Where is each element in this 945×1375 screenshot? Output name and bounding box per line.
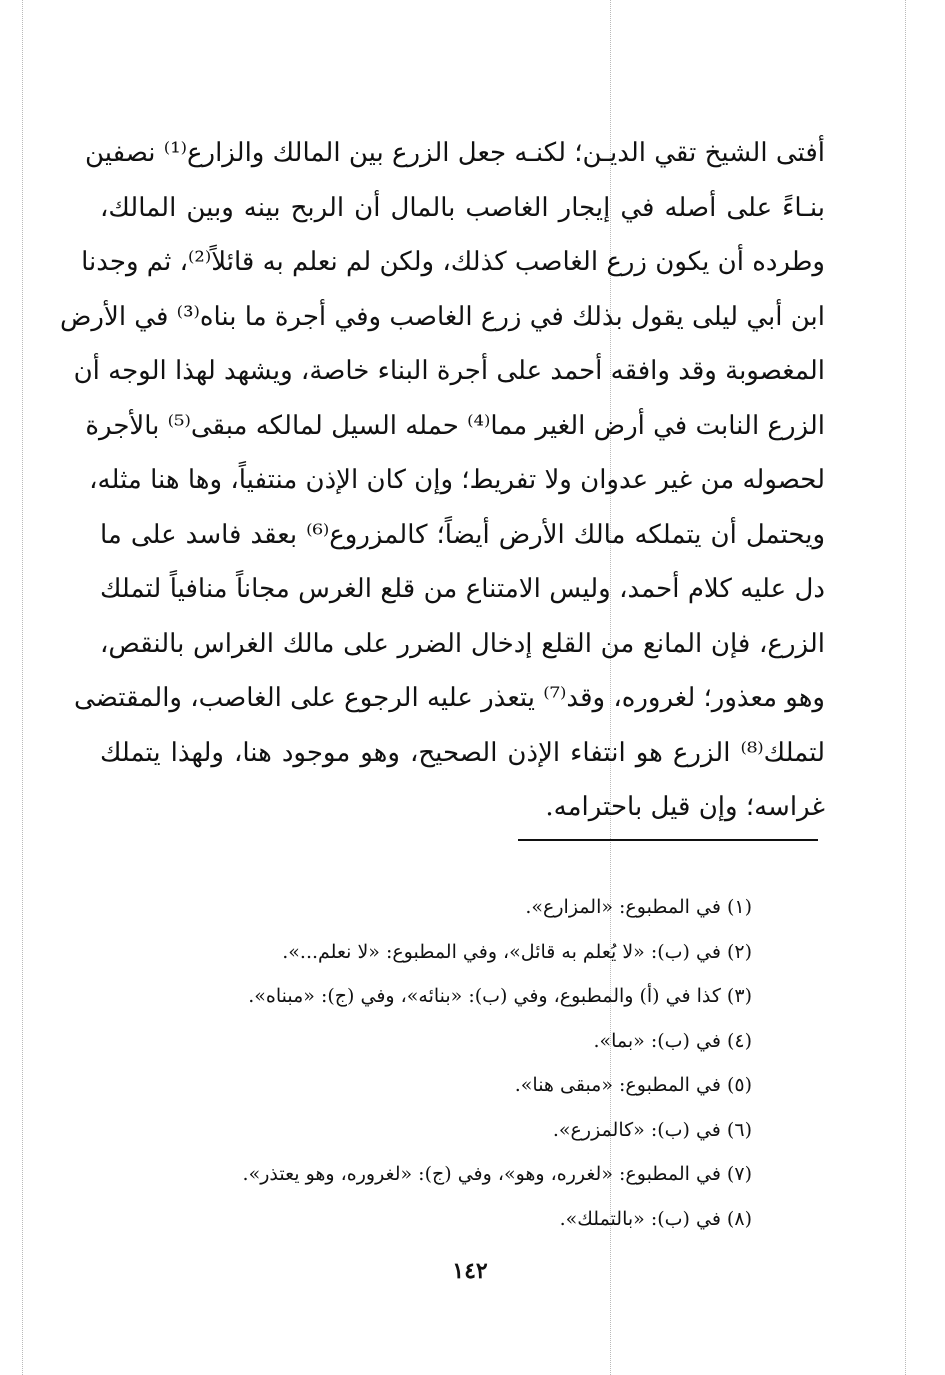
text-line: لتملك⁽⁸⁾ الزرع هو انتفاء الإذن الصحيح، وهو موجود هنا، ولهذا يتملك [100, 737, 825, 768]
text-line: دل عليه كلام أحمد، وليس الامتناع من قلع الغرس مجاناً منافياً لتملك [100, 574, 825, 604]
main-text-block [60, 126, 826, 835]
text-line: بنـاءً على أصله في إيجار الغاصب بالمال أن الربح بينه وبين المالك، [100, 192, 825, 223]
text-line: لحصوله من غير عدوان ولا تفريط؛ وإن كان الإذن منتفياً، وها هنا مثله، [89, 465, 825, 495]
text-line: وهو معذور؛ لغروره، وقد⁽⁷⁾ يتعذر عليه الرجوع على الغاصب، والمقتضى [74, 683, 825, 713]
text-line: أفتى الشيخ تقي الديـن؛ لكنـه جعل الزرع بين المالك والزارع⁽¹⁾ نصفين [84, 138, 825, 168]
footnote-separator [518, 839, 818, 841]
footnote-item: (٥) في المطبوع: «مبقى هنا». [514, 1074, 752, 1096]
text-line: وطرده أن يكون زرع الغاصب كذلك، ولكن لم نعلم به قائلاً⁽²⁾، ثم وجدنا [81, 247, 825, 277]
footnote-item: (١) في المطبوع: «المزارع». [525, 896, 752, 918]
footnote-item: (٤) في (ب): «بما». [593, 1029, 752, 1052]
text-line: الزرع النابت في أرض الغير مما⁽⁴⁾ حمله السيل لمالكه مبقى⁽⁵⁾ بالأجرة [85, 410, 825, 441]
footnotes-list [120, 885, 752, 1241]
footnote-item: (٢) في (ب): «لا يُعلم به قائل»، وفي المطبوع: «لا نعلم...». [282, 940, 752, 963]
text-line: ابن أبي ليلى يقول بذلك في زرع الغاصب وفي أجرة ما بناه⁽³⁾ في الأرض [60, 301, 825, 332]
text-line-last: غراسه؛ وإن قيل باحترامه. [545, 792, 825, 822]
footnote-item: (٨) في (ب): «بالتملك». [559, 1207, 752, 1230]
scan-guide-line-left [22, 0, 23, 1375]
text-line: المغصوبة وقد وافقه أحمد على أجرة البناء خاصة، ويشهد لهذا الوجه أن [73, 356, 825, 386]
footnote-item: (٦) في (ب): «كالمزرع». [552, 1118, 752, 1141]
text-line: الزرع، فإن المانع من القلع إدخال الضرر على مالك الغراس بالنقص، [100, 628, 825, 659]
text-line: ويحتمل أن يتملكه مالك الأرض أيضاً؛ كالمزروع⁽⁶⁾ بعقد فاسد على ما [100, 519, 826, 550]
page-number: ١٤٢ [452, 1258, 488, 1284]
footnote-item: (٧) في المطبوع: «لغرره، وهو»، وفي (ج): «لغروره، وهو يعتذر». [242, 1163, 752, 1185]
footnote-item: (٣) كذا في (أ) والمطبوع، وفي (ب): «بنائه»، وفي (ج): «مبناه». [248, 985, 752, 1007]
scan-guide-line-right [905, 0, 906, 1375]
